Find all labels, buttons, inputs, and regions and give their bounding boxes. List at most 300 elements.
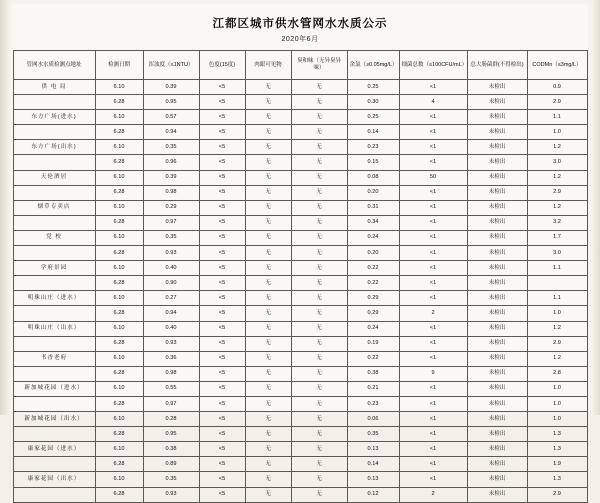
table-cell: <5: [199, 291, 245, 306]
table-cell: <1: [399, 261, 467, 276]
table-cell: 无: [245, 125, 291, 140]
table-cell: 1.0: [527, 306, 587, 321]
table-row: [13, 200, 587, 215]
table-cell: 0.40: [143, 321, 199, 336]
table-cell: <5: [199, 200, 245, 215]
table-cell: 未检出: [467, 291, 527, 306]
table-cell: 无: [291, 125, 347, 140]
table-cell: 无: [245, 215, 291, 230]
table-cell: 0.95: [143, 95, 199, 110]
table-cell: 无: [245, 261, 291, 276]
table-cell: 无: [291, 442, 347, 457]
table-cell: <1: [399, 457, 467, 472]
table-cell: 6.28: [95, 95, 143, 110]
site-name-cell: [13, 336, 95, 351]
table-cell: <1: [399, 215, 467, 230]
table-cell: 0.31: [347, 200, 399, 215]
site-name-cell: 学府景园: [13, 261, 95, 276]
table-cell: 1.1: [527, 261, 587, 276]
table-cell: <5: [199, 457, 245, 472]
table-cell: 0.35: [143, 140, 199, 155]
table-cell: 无: [291, 472, 347, 487]
site-name-cell: [13, 246, 95, 261]
table-cell: 0.55: [143, 381, 199, 396]
table-cell: 无: [291, 291, 347, 306]
table-cell: 6.10: [95, 321, 143, 336]
table-cell: 0.24: [347, 321, 399, 336]
table-cell: 0.9: [527, 80, 587, 95]
table-cell: 6.28: [95, 487, 143, 502]
table-cell: 2.9: [527, 95, 587, 110]
table-cell: 未检出: [467, 125, 527, 140]
table-cell: <5: [199, 185, 245, 200]
table-cell: <5: [199, 170, 245, 185]
table-row: [13, 246, 587, 261]
table-cell: <1: [399, 321, 467, 336]
table-cell: 无: [291, 246, 347, 261]
table-cell: <5: [199, 381, 245, 396]
table-cell: 无: [291, 381, 347, 396]
table-cell: <5: [199, 442, 245, 457]
table-row: [13, 125, 587, 140]
site-name-cell: 明珠山庄（出水）: [13, 321, 95, 336]
table-cell: 无: [291, 306, 347, 321]
table-cell: <5: [199, 306, 245, 321]
table-cell: 无: [245, 457, 291, 472]
table-cell: 2.9: [527, 336, 587, 351]
table-cell: 无: [245, 291, 291, 306]
table-cell: 6.28: [95, 396, 143, 411]
table-cell: 无: [291, 215, 347, 230]
table-cell: 1.0: [527, 381, 587, 396]
table-cell: 1.7: [527, 230, 587, 245]
table-cell: 0.38: [143, 442, 199, 457]
table-cell: 无: [291, 487, 347, 502]
table-cell: 0.29: [347, 306, 399, 321]
table-cell: 0.24: [347, 230, 399, 245]
table-cell: 无: [245, 472, 291, 487]
table-cell: 3.0: [527, 246, 587, 261]
table-row: [13, 381, 587, 396]
table-cell: 无: [245, 246, 291, 261]
table-cell: 无: [245, 200, 291, 215]
table-cell: 未检出: [467, 155, 527, 170]
table-cell: <5: [199, 246, 245, 261]
table-cell: <1: [399, 442, 467, 457]
table-cell: 0.20: [347, 246, 399, 261]
table-cell: <5: [199, 140, 245, 155]
site-name-cell: 康家花园（进水）: [13, 442, 95, 457]
table-cell: 未检出: [467, 442, 527, 457]
table-cell: 0.14: [347, 125, 399, 140]
table-cell: 未检出: [467, 140, 527, 155]
table-cell: 6.10: [95, 170, 143, 185]
table-cell: 6.28: [95, 215, 143, 230]
site-name-cell: [13, 185, 95, 200]
table-cell: 0.21: [347, 381, 399, 396]
table-cell: 0.13: [347, 442, 399, 457]
table-cell: 0.98: [143, 185, 199, 200]
column-header: 肉眼可见物: [245, 51, 291, 80]
table-cell: 0.29: [143, 200, 199, 215]
table-cell: 9: [399, 366, 467, 381]
table-cell: <1: [399, 125, 467, 140]
table-row: [13, 185, 587, 200]
table-cell: <1: [399, 427, 467, 442]
table-cell: 0.35: [143, 230, 199, 245]
table-cell: 0.94: [143, 306, 199, 321]
column-header: 管网水水质检测点地址: [13, 51, 95, 80]
table-cell: 无: [245, 487, 291, 502]
table-cell: 1.2: [527, 170, 587, 185]
table-cell: 6.10: [95, 200, 143, 215]
table-cell: <1: [399, 412, 467, 427]
table-cell: 未检出: [467, 381, 527, 396]
table-cell: 0.23: [347, 396, 399, 411]
table-cell: 6.28: [95, 155, 143, 170]
column-header: 臭和味（无异臭异味）: [291, 51, 347, 80]
table-cell: 0.22: [347, 351, 399, 366]
table-cell: 无: [291, 427, 347, 442]
table-cell: 无: [291, 412, 347, 427]
table-header: [13, 51, 587, 80]
table-cell: 0.97: [143, 215, 199, 230]
table-cell: 未检出: [467, 185, 527, 200]
table-row: [13, 291, 587, 306]
table-cell: 1.2: [527, 321, 587, 336]
site-name-cell: [13, 155, 95, 170]
table-cell: 0.57: [143, 110, 199, 125]
table-cell: <5: [199, 427, 245, 442]
table-row: [13, 155, 587, 170]
table-cell: <1: [399, 80, 467, 95]
site-name-cell: 明珠山庄（进水）: [13, 291, 95, 306]
table-cell: 未检出: [467, 230, 527, 245]
table-cell: 无: [245, 306, 291, 321]
table-cell: 未检出: [467, 110, 527, 125]
table-cell: 无: [245, 155, 291, 170]
table-cell: 0.35: [347, 427, 399, 442]
table-cell: <1: [399, 291, 467, 306]
table-cell: 0.96: [143, 155, 199, 170]
table-cell: 3.0: [527, 155, 587, 170]
table-row: [13, 487, 587, 502]
table-cell: 未检出: [467, 80, 527, 95]
table-row: [13, 215, 587, 230]
table-cell: 6.28: [95, 276, 143, 291]
table-cell: 无: [291, 185, 347, 200]
table-cell: <1: [399, 246, 467, 261]
table-cell: 无: [245, 442, 291, 457]
table-cell: 3.2: [527, 215, 587, 230]
table-cell: 无: [245, 381, 291, 396]
table-cell: [527, 276, 587, 291]
table-cell: 0.30: [347, 95, 399, 110]
site-name-cell: 供 电 局: [13, 80, 95, 95]
site-name-cell: [13, 366, 95, 381]
table-cell: 6.28: [95, 366, 143, 381]
site-name-cell: 新加城花园（进水）: [13, 381, 95, 396]
table-cell: 0.08: [347, 170, 399, 185]
table-cell: 0.25: [347, 110, 399, 125]
table-cell: 6.28: [95, 125, 143, 140]
table-cell: 0.93: [143, 487, 199, 502]
table-cell: 无: [291, 230, 347, 245]
table-row: [13, 412, 587, 427]
table-cell: 0.19: [347, 336, 399, 351]
table-cell: <5: [199, 276, 245, 291]
table-cell: 0.23: [347, 140, 399, 155]
table-cell: 6.28: [95, 306, 143, 321]
column-header: 细菌总数（≤100CFU/mL）: [399, 51, 467, 80]
table-cell: 0.29: [347, 291, 399, 306]
table-cell: 0.25: [347, 80, 399, 95]
table-cell: 未检出: [467, 351, 527, 366]
table-cell: 6.10: [95, 110, 143, 125]
table-cell: <5: [199, 125, 245, 140]
table-cell: 无: [245, 185, 291, 200]
table-cell: 0.89: [143, 457, 199, 472]
table-cell: <1: [399, 110, 467, 125]
table-cell: 6.10: [95, 80, 143, 95]
table-cell: 无: [245, 366, 291, 381]
table-row: [13, 442, 587, 457]
table-cell: <5: [199, 110, 245, 125]
site-name-cell: 东方广场(进水): [13, 110, 95, 125]
table-row: [13, 366, 587, 381]
table-cell: 2.9: [527, 185, 587, 200]
table-cell: <5: [199, 230, 245, 245]
table-cell: 未检出: [467, 215, 527, 230]
table-cell: 未检出: [467, 427, 527, 442]
table-cell: <1: [399, 396, 467, 411]
column-header: CODMn（≤3mg/L）: [527, 51, 587, 80]
table-row: [13, 80, 587, 95]
table-cell: 0.93: [143, 246, 199, 261]
site-name-cell: [13, 125, 95, 140]
page-subtitle: 2020年6月: [281, 36, 319, 43]
page-title: 江都区城市供水管网水水质公示: [212, 18, 388, 30]
table-cell: 无: [291, 276, 347, 291]
table-cell: 无: [291, 457, 347, 472]
table-cell: 无: [291, 110, 347, 125]
table-cell: 1.2: [527, 140, 587, 155]
table-cell: 0.94: [143, 125, 199, 140]
site-name-cell: [13, 457, 95, 472]
table-cell: 0.28: [143, 412, 199, 427]
table-cell: 无: [245, 170, 291, 185]
table-cell: 2.9: [527, 487, 587, 502]
table-cell: 1.0: [527, 125, 587, 140]
table-cell: 0.40: [143, 261, 199, 276]
table-cell: 无: [245, 336, 291, 351]
table-cell: <1: [399, 185, 467, 200]
table-row: [13, 427, 587, 442]
table-cell: 0.12: [347, 487, 399, 502]
table-cell: 1.1: [527, 291, 587, 306]
table-cell: <5: [199, 412, 245, 427]
table-cell: 4: [399, 95, 467, 110]
table-cell: <5: [199, 336, 245, 351]
table-cell: <1: [399, 472, 467, 487]
table-cell: 无: [291, 80, 347, 95]
table-cell: 无: [245, 95, 291, 110]
table-cell: 6.28: [95, 427, 143, 442]
table-cell: 1.2: [527, 200, 587, 215]
table-cell: 无: [245, 140, 291, 155]
table-cell: <5: [199, 472, 245, 487]
table-cell: 0.35: [143, 472, 199, 487]
table-cell: 未检出: [467, 457, 527, 472]
table-cell: 无: [291, 321, 347, 336]
table-cell: 2.8: [527, 366, 587, 381]
table-cell: 6.10: [95, 140, 143, 155]
table-row: [13, 321, 587, 336]
table-cell: 0.97: [143, 396, 199, 411]
table-cell: <1: [399, 351, 467, 366]
table-cell: 1.9: [527, 457, 587, 472]
table-cell: 0.20: [347, 185, 399, 200]
table-row: [13, 396, 587, 411]
table-cell: 无: [245, 321, 291, 336]
table-cell: 0.34: [347, 215, 399, 230]
table-cell: <5: [199, 351, 245, 366]
table-cell: 无: [245, 80, 291, 95]
table-cell: 1.0: [527, 412, 587, 427]
table-cell: 无: [245, 412, 291, 427]
table-cell: 未检出: [467, 396, 527, 411]
table-cell: <5: [199, 95, 245, 110]
table-cell: 未检出: [467, 336, 527, 351]
table-cell: 6.10: [95, 230, 143, 245]
site-name-cell: 党 校: [13, 230, 95, 245]
table-row: [13, 457, 587, 472]
table-cell: 无: [291, 366, 347, 381]
table-cell: 0.22: [347, 261, 399, 276]
table-cell: 未检出: [467, 321, 527, 336]
table-cell: 0.93: [143, 336, 199, 351]
table-cell: 0.14: [347, 457, 399, 472]
table-cell: 6.10: [95, 291, 143, 306]
table-cell: <1: [399, 155, 467, 170]
water-quality-table: [13, 50, 588, 503]
table-cell: 未检出: [467, 276, 527, 291]
table-cell: <1: [399, 336, 467, 351]
table-cell: <5: [199, 155, 245, 170]
table-body: [13, 80, 587, 503]
table-cell: 2: [399, 487, 467, 502]
column-header: 浑浊度（≤1NTU）: [143, 51, 199, 80]
table-row: [13, 170, 587, 185]
table-cell: <1: [399, 276, 467, 291]
table-cell: 无: [245, 427, 291, 442]
site-name-cell: 康家花园（出水）: [13, 472, 95, 487]
column-header: 余氯（≥0.05mg/L）: [347, 51, 399, 80]
table-cell: 6.28: [95, 185, 143, 200]
table-cell: 无: [291, 200, 347, 215]
table-cell: 6.28: [95, 246, 143, 261]
site-name-cell: 新加城花园（出水）: [13, 412, 95, 427]
table-row: [13, 95, 587, 110]
table-cell: 无: [245, 110, 291, 125]
table-cell: 0.38: [347, 366, 399, 381]
site-name-cell: [13, 95, 95, 110]
table-cell: 未检出: [467, 170, 527, 185]
table-cell: <5: [199, 487, 245, 502]
table-cell: <5: [199, 80, 245, 95]
table-cell: <5: [199, 321, 245, 336]
table-cell: <5: [199, 261, 245, 276]
table-cell: 0.15: [347, 155, 399, 170]
table-cell: 无: [291, 155, 347, 170]
table-cell: 2: [399, 306, 467, 321]
site-name-cell: 天伦酒居: [13, 170, 95, 185]
table-cell: 0.95: [143, 427, 199, 442]
table-cell: 未检出: [467, 95, 527, 110]
table-cell: 未检出: [467, 487, 527, 502]
table-cell: <1: [399, 140, 467, 155]
site-name-cell: [13, 487, 95, 502]
table-row: [13, 472, 587, 487]
table-row: [13, 110, 587, 125]
table-cell: <1: [399, 200, 467, 215]
table-cell: 未检出: [467, 412, 527, 427]
table-cell: <1: [399, 230, 467, 245]
table-cell: 无: [245, 351, 291, 366]
table-cell: 6.10: [95, 472, 143, 487]
table-cell: 0.39: [143, 170, 199, 185]
site-name-cell: 烟草专卖店: [13, 200, 95, 215]
table-cell: <5: [199, 396, 245, 411]
table-cell: 6.10: [95, 442, 143, 457]
paper-sheet: [12, 4, 588, 498]
table-cell: 无: [291, 261, 347, 276]
table-cell: 未检出: [467, 366, 527, 381]
table-cell: 0.22: [347, 276, 399, 291]
table-cell: 6.10: [95, 412, 143, 427]
table-cell: 无: [291, 396, 347, 411]
table-row: [13, 140, 587, 155]
site-name-cell: [13, 427, 95, 442]
table-cell: 无: [291, 140, 347, 155]
table-cell: 6.28: [95, 336, 143, 351]
column-header: 色度(15度): [199, 51, 245, 80]
table-cell: 1.1: [527, 110, 587, 125]
table-cell: 6.10: [95, 381, 143, 396]
table-row: [13, 230, 587, 245]
table-cell: <1: [399, 381, 467, 396]
table-cell: 1.3: [527, 472, 587, 487]
table-cell: 无: [291, 95, 347, 110]
table-cell: 50: [399, 170, 467, 185]
site-name-cell: [13, 276, 95, 291]
table-cell: <5: [199, 366, 245, 381]
table-cell: 无: [291, 170, 347, 185]
table-cell: 未检出: [467, 246, 527, 261]
table-row: [13, 336, 587, 351]
table-cell: 1.2: [527, 351, 587, 366]
table-cell: 无: [245, 230, 291, 245]
table-cell: 6.10: [95, 351, 143, 366]
table-header-row: [13, 51, 587, 80]
table-cell: 未检出: [467, 306, 527, 321]
site-name-cell: [13, 396, 95, 411]
table-row: [13, 276, 587, 291]
column-header: 检测日期: [95, 51, 143, 80]
table-cell: 无: [245, 276, 291, 291]
table-cell: 0.27: [143, 291, 199, 306]
table-cell: <5: [199, 215, 245, 230]
